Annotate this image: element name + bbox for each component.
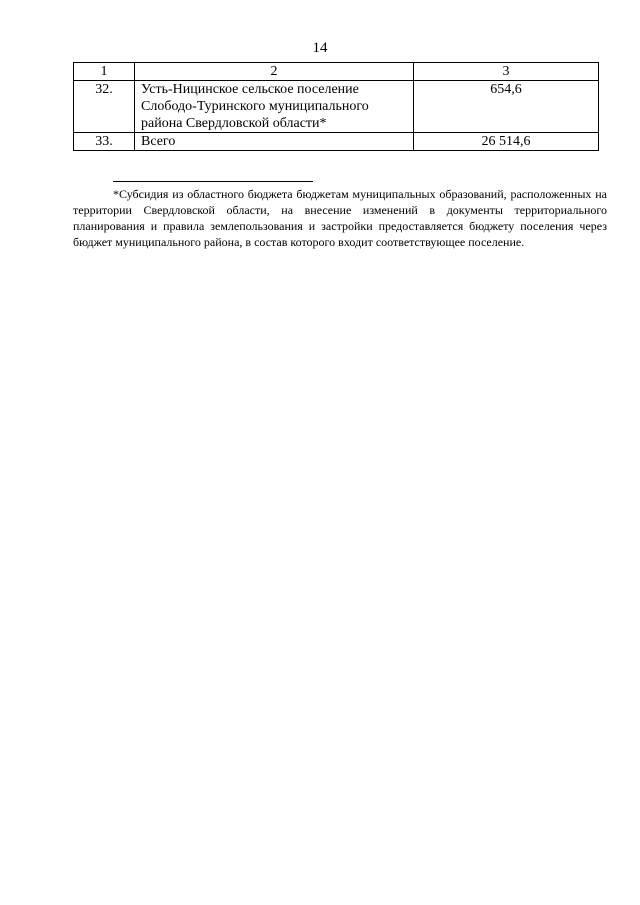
- column-header-2: 2: [135, 63, 414, 81]
- row-value: 654,6: [414, 81, 599, 133]
- table-row: [74, 81, 599, 133]
- row-value: 26 514,6: [414, 133, 599, 151]
- row-number: 32.: [74, 81, 135, 133]
- row-name: Всего: [135, 133, 414, 151]
- row-number: 33.: [74, 133, 135, 151]
- page-number: 14: [312, 40, 328, 56]
- footnote-text: *Субсидия из областного бюджета бюджетам муниципальных образований, расположенных на территории Свердловской области, на внесение изменений в документы территориального планирования и правила землепользования и застройки предоставляется бюджету поселения через бюджет муниципального района, в состав которого входит соответствующее поселение.: [73, 187, 607, 249]
- table-row-total: [74, 133, 599, 151]
- column-header-3: 3: [414, 63, 599, 81]
- subsidy-table: [73, 62, 599, 151]
- footnote-divider: [113, 181, 313, 182]
- table-header-row: [74, 63, 599, 81]
- column-header-1: 1: [74, 63, 135, 81]
- row-name: Усть-Ницинское сельское поселение Слободо-Туринского муниципального района Свердловской области*: [135, 81, 414, 133]
